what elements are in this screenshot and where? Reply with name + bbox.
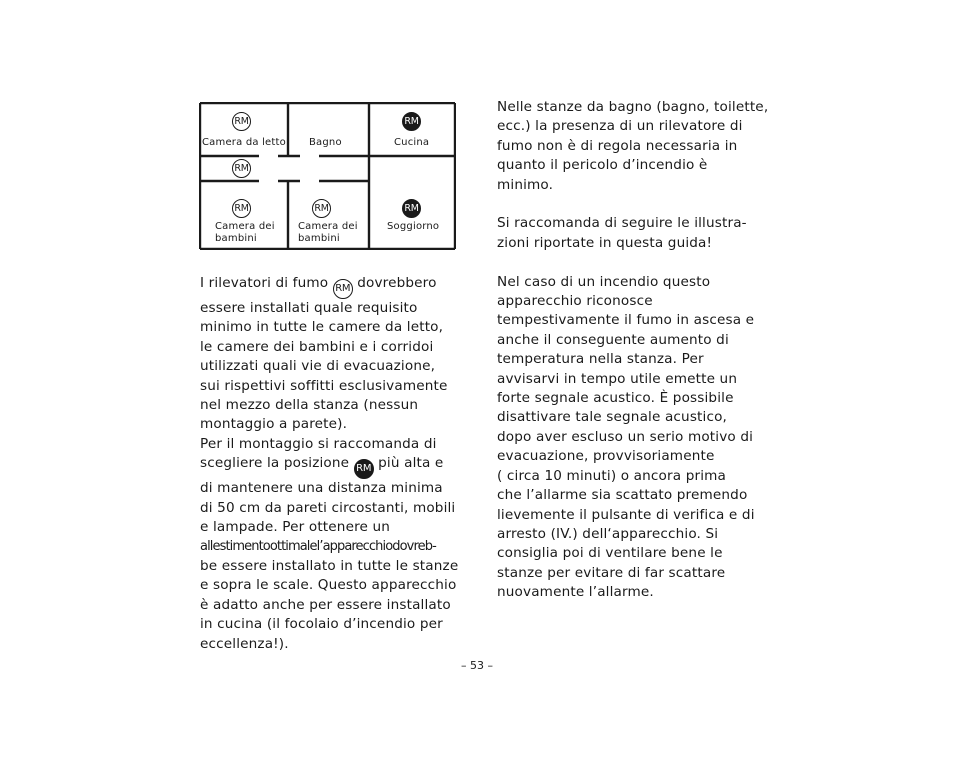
text-line: avvisarvi in tempo utile emette un — [497, 370, 738, 387]
text-line: e sopra le scale. Questo apparecchio — [200, 577, 457, 594]
text-line: evacuazione, provvisoriamente — [497, 448, 715, 465]
right-column-text — [497, 98, 768, 603]
text-line: zioni riportate in questa guida! — [497, 234, 713, 251]
text-line: utilizzati quali vie di evacuazione, — [200, 358, 436, 375]
room-label-camera-bambini — [298, 221, 358, 245]
smoke-detector-icon: RM — [333, 279, 353, 299]
text-line: montaggio a parete). — [200, 416, 348, 433]
text-line: Nel caso di un incendio questo — [497, 273, 711, 290]
text-line: stanze per evitare di far scattare — [497, 564, 726, 581]
text-line — [200, 454, 458, 479]
text-line: consiglia poi di ventilare bene le — [497, 545, 723, 562]
text-line: sui rispettivi soffitti esclusivamente — [200, 377, 448, 394]
smoke-detector-filled-icon: RM — [402, 112, 421, 131]
text-span: dovrebbero — [357, 275, 437, 291]
text-line: temperatura nella stanza. Per — [497, 351, 704, 368]
room-label-bagno: Bagno — [309, 137, 342, 148]
smoke-detector-icon: RM — [312, 199, 331, 218]
text-line: Per il montaggio si raccomanda di — [200, 435, 437, 452]
smoke-detector-icon: RM — [232, 199, 251, 218]
text-span: più alta e — [378, 455, 444, 472]
text-line: le camere dei bambini e i corridoi — [200, 338, 434, 355]
text-line: minimo in tutte le camere da letto, — [200, 319, 444, 336]
text-line: allestimentoottimalel’apparecchiodovreb- — [200, 539, 436, 555]
text-line: Nelle stanze da bagno (bagno, toilette, — [497, 99, 769, 115]
text-line: che l’allarme sia scattato premendo — [497, 487, 748, 504]
text-line: quanto il pericolo d’incendio è — [497, 157, 708, 174]
text-line: eccellenza!). — [200, 635, 289, 652]
text-line: fumo non è di regola necessaria in — [497, 137, 738, 154]
text-span: I rilevatori di fumo — [200, 275, 329, 291]
text-line: di mantenere una distanza minima — [200, 480, 443, 497]
page-number: – 53 – — [461, 659, 493, 672]
text-line: Si raccomanda di seguire le illustra- — [497, 215, 747, 232]
smoke-detector-icon: RM — [232, 112, 251, 131]
text-line: minimo. — [497, 176, 554, 193]
text-line: be essere installato in tutte le stanze — [200, 557, 459, 574]
text-line: e lampade. Per ottenere un — [200, 519, 391, 536]
smoke-detector-filled-icon: RM — [354, 459, 374, 479]
room-label-camera-da-letto: Camera da letto — [202, 137, 286, 148]
floor-plan — [199, 102, 456, 250]
text-line: disattivare tale segnale acustico, — [497, 409, 728, 426]
text-line: ( circa 10 minuti) o ancora prima — [497, 467, 727, 484]
paragraph-gap — [497, 195, 768, 214]
paragraph-gap — [497, 253, 768, 272]
text-line — [200, 274, 458, 299]
text-line: in cucina (il focolaio d’incendio per — [200, 616, 443, 633]
text-span: scegliere la posizione — [200, 455, 350, 472]
room-label-cucina: Cucina — [394, 137, 430, 148]
text-line: è adatto anche per essere installato — [200, 596, 451, 613]
text-line: di 50 cm da pareti circostanti, mobili — [200, 499, 456, 516]
room-label-camera-bambini — [215, 221, 275, 245]
text-line: nuovamente l’allarme. — [497, 584, 654, 601]
text-line: dopo aver escluso un serio motivo di — [497, 428, 754, 445]
text-line: essere installati quale requisito — [200, 300, 418, 316]
text-line: lievemente il pulsante di verifica e di — [497, 506, 755, 523]
text-line: nel mezzo della stanza (nessun — [200, 397, 419, 414]
smoke-detector-filled-icon: RM — [402, 199, 421, 218]
room-label-line: bambini — [298, 233, 340, 244]
text-line: tempestivamente il fumo in ascesa e — [497, 312, 755, 329]
text-line: arresto (IV.) dell‘apparecchio. Si — [497, 525, 719, 542]
room-label-line: Camera dei — [215, 221, 275, 232]
room-label-line: Camera dei — [298, 221, 358, 232]
text-line: forte segnale acustico. È possibile — [497, 390, 734, 407]
smoke-detector-icon: RM — [232, 159, 251, 178]
text-line: anche il conseguente aumento di — [497, 331, 729, 348]
text-line: apparecchio riconosce — [497, 293, 653, 310]
text-line: ecc.) la presenza di un rilevatore di — [497, 118, 743, 135]
room-label-soggiorno: Soggiorno — [387, 221, 440, 232]
left-column-text — [200, 274, 458, 654]
room-label-line: bambini — [215, 233, 257, 244]
